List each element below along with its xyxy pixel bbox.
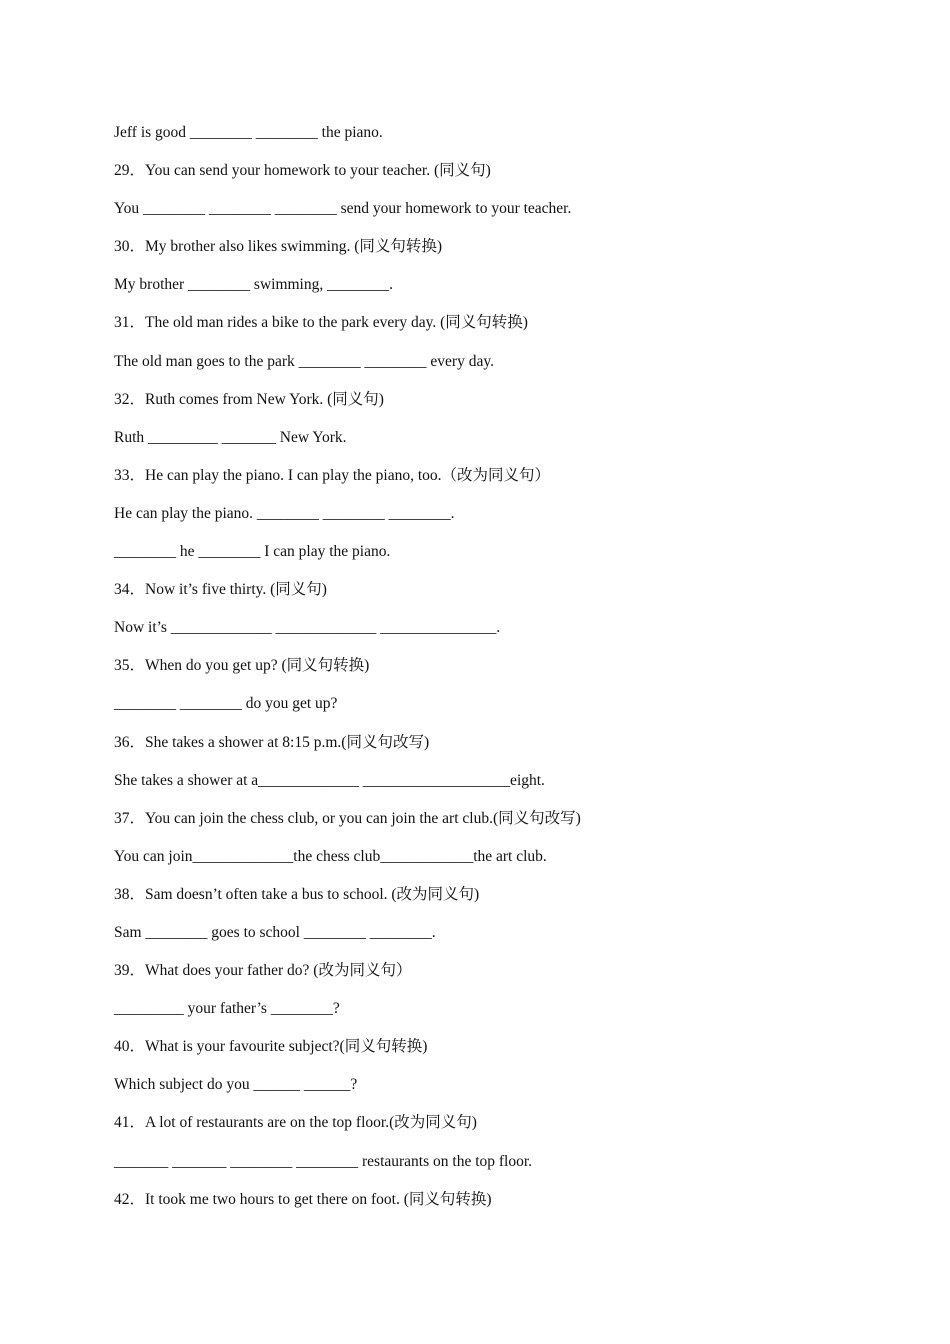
question-38: 38．Sam doesn’t often take a bus to school. (改为同义句) <box>114 885 480 903</box>
question-32: 32．Ruth comes from New York. (同义句) <box>114 390 384 408</box>
question-37: 37．You can join the chess club, or you can join the art club.(同义句改写) <box>114 809 581 827</box>
question-39: 39．What does your father do? (改为同义句） <box>114 962 412 980</box>
question-41: 41．A lot of restaurants are on the top floor.(改为同义句) <box>114 1114 477 1132</box>
answer-line-39: _________ your father’s ________? <box>114 1000 340 1018</box>
answer-line-37: You can join_____________the chess club____________the art club. <box>114 847 547 865</box>
answer-line-33a: He can play the piano. ________ ________ ________. <box>114 504 455 522</box>
question-40: 40．What is your favourite subject?(同义句转换) <box>114 1038 428 1056</box>
answer-line-36: She takes a shower at a_____________ ___________________eight. <box>114 771 545 789</box>
answer-line-28: Jeff is good ________ ________ the piano. <box>114 124 383 141</box>
answer-line-32: Ruth _________ _______ New York. <box>114 428 347 446</box>
answer-line-31: The old man goes to the park ________ ________ every day. <box>114 352 494 370</box>
answer-line-35: ________ ________ do you get up? <box>114 695 338 713</box>
answer-line-29: You ________ ________ ________ send your homework to your teacher. <box>114 200 572 218</box>
answer-line-38: Sam ________ goes to school ________ ________. <box>114 923 436 941</box>
question-34: 34．Now it’s five thirty. (同义句) <box>114 581 327 599</box>
question-35: 35．When do you get up? (同义句转换) <box>114 657 370 675</box>
question-33: 33．He can play the piano. I can play the piano, too.（改为同义句） <box>114 466 551 484</box>
answer-line-30: My brother ________ swimming, ________. <box>114 276 393 294</box>
question-31: 31．The old man rides a bike to the park every day. (同义句转换) <box>114 314 528 332</box>
question-29: 29．You can send your homework to your teacher. (同义句) <box>114 162 491 180</box>
answer-line-41: _______ _______ ________ ________ restaurants on the top floor. <box>114 1152 533 1170</box>
question-30: 30．My brother also likes swimming. (同义句转换) <box>114 238 443 256</box>
question-36: 36．She takes a shower at 8:15 p.m.(同义句改写) <box>114 733 430 751</box>
answer-line-34: Now it’s _____________ _____________ _______________. <box>114 619 501 637</box>
answer-line-33b: ________ he ________ I can play the piano. <box>114 543 391 561</box>
question-42: 42．It took me two hours to get there on foot. (同义句转换) <box>114 1190 492 1208</box>
exercise-lines <box>114 121 894 1226</box>
answer-line-40: Which subject do you ______ ______? <box>114 1076 358 1094</box>
